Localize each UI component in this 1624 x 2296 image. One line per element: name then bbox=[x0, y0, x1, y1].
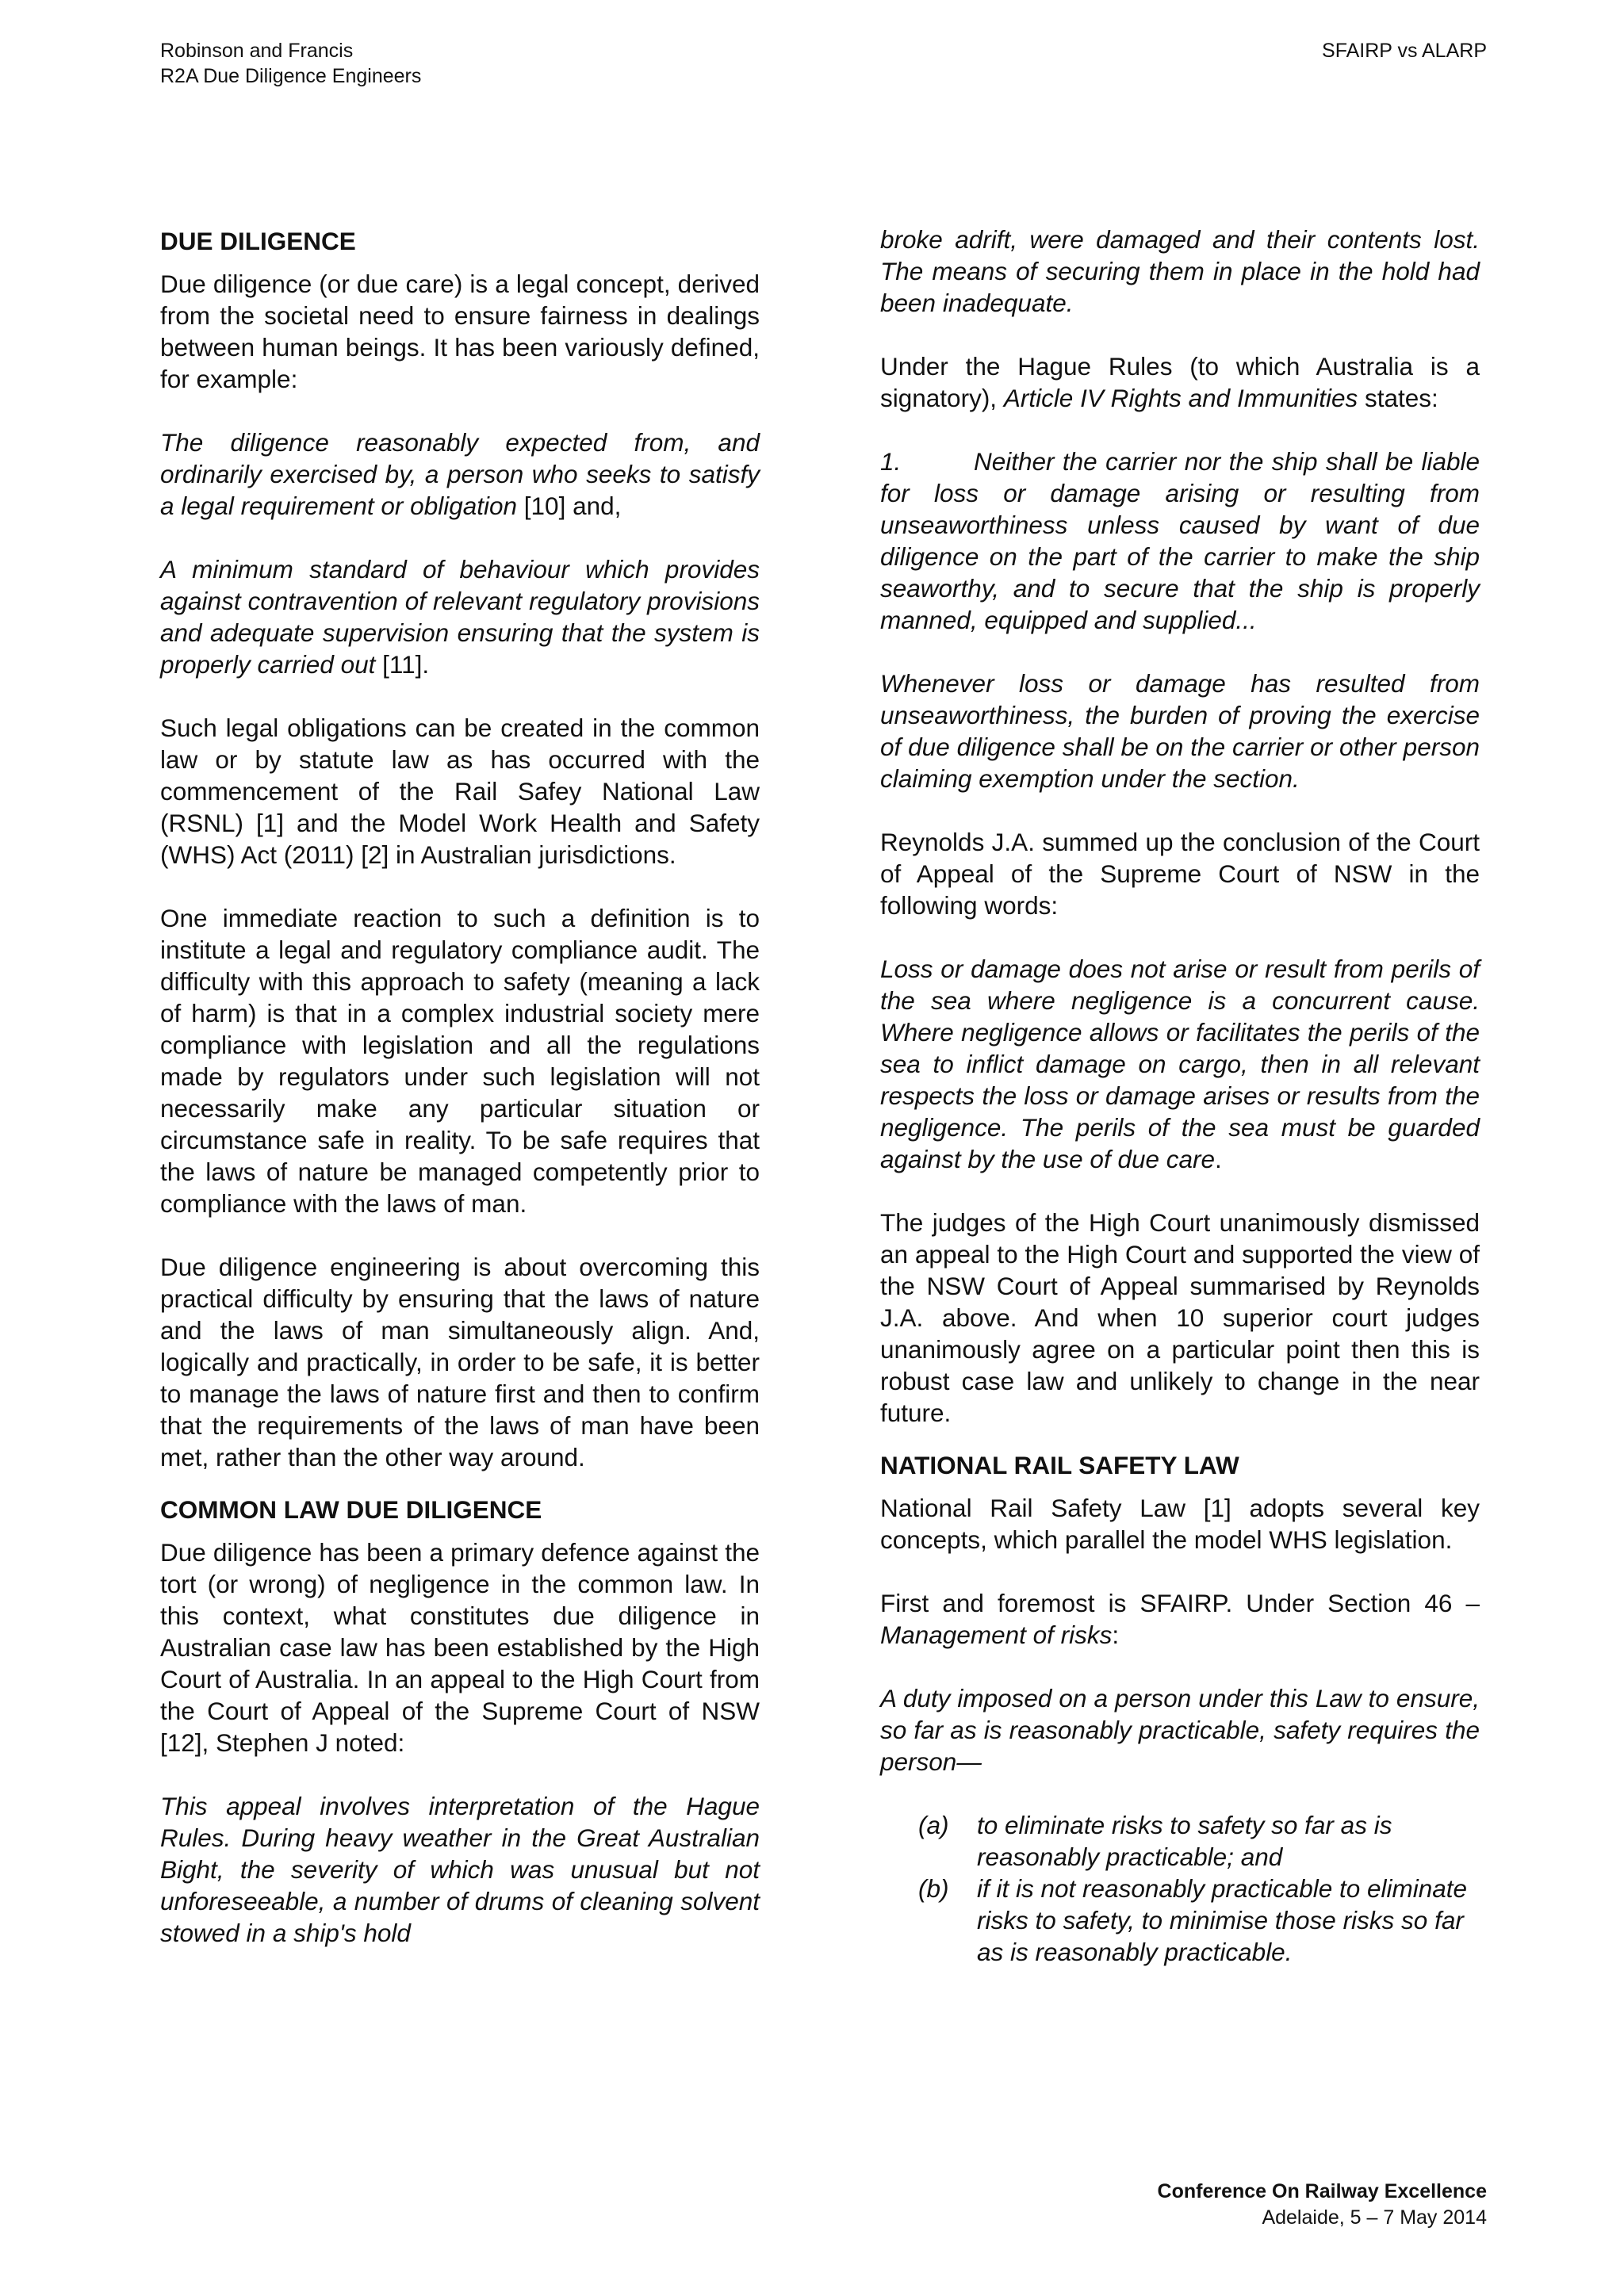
text: . bbox=[1215, 1145, 1222, 1173]
quote-reynolds bbox=[880, 953, 1480, 1175]
list-item-text: to eliminate risks to safety so far as is reasonably practicable; and bbox=[977, 1811, 1392, 1871]
quote-definition-2 bbox=[160, 553, 760, 680]
quote-hague-case-continued: broke adrift, were damaged and their contents lost. The means of securing them in place in the hold had been inadequate. bbox=[880, 225, 1480, 317]
text: states: bbox=[1358, 384, 1438, 412]
article-number: 1. bbox=[880, 447, 902, 476]
section-heading-due-diligence: DUE DILIGENCE bbox=[160, 227, 356, 255]
quote-text: The diligence reasonably expected from, and ordinarily exercised by, a person who seeks to satisfy a legal requirement or obligation bbox=[160, 428, 760, 520]
footer-location-date: Adelaide, 5 – 7 May 2014 bbox=[1262, 2206, 1487, 2229]
paragraph bbox=[880, 1587, 1480, 1651]
list-item-label: (b) bbox=[918, 1874, 949, 1903]
paragraph bbox=[880, 350, 1480, 414]
list-item bbox=[880, 1809, 1480, 1873]
citation: [11]. bbox=[375, 650, 430, 679]
article-title: Article IV Rights and Immunities bbox=[1003, 384, 1358, 412]
quote-burden-of-proof: Whenever loss or damage has resulted from unseaworthiness, the burden of proving the exercise of due diligence shall be on the carrier or other person claiming exemption under the section. bbox=[880, 669, 1480, 793]
paragraph: Due diligence engineering is about overcoming this practical difficulty by ensuring that the laws of nature and the laws of man simultaneously align. And, logically and practically, in order to be safe, it is better to manage the laws of nature first and then to confirm that the requirements of the laws of man have been met, rather than the other way around. bbox=[160, 1253, 760, 1471]
quote-hague-case: This appeal involves interpretation of the Hague Rules. During heavy weather in the Great Australian Bight, the severity of which was unusual but not unforeseeable, a number of drums of cleaning solvent stowed in a ship's hold bbox=[160, 1792, 760, 1947]
section-title: Management of risks bbox=[880, 1621, 1113, 1649]
paragraph: The judges of the High Court unanimously dismissed an appeal to the High Court and supported the view of the NSW Court of Appeal summarised by Reynolds J.A. above. And when 10 superior court judges unanimously agree on a particular point then this is robust case law and unlikely to change in the near future. bbox=[880, 1208, 1480, 1427]
text: Under the Hague Rules (to which Australia is a signatory), bbox=[880, 352, 1480, 412]
list-item-text: if it is not reasonably practicable to eliminate risks to safety, to minimise those risks so far as is reasonably practicable. bbox=[977, 1874, 1468, 1966]
section-heading-national-rail: NATIONAL RAIL SAFETY LAW bbox=[880, 1451, 1239, 1479]
text: First and foremost is SFAIRP. Under Section 46 – bbox=[880, 1589, 1480, 1617]
footer-conference: Conference On Railway Excellence bbox=[1157, 2180, 1487, 2202]
paragraph: Such legal obligations can be created in the common law or by statute law as has occurred with the commencement of the Rail Safey National Law (RSNL) [1] and the Model Work Health and Safety (WHS) Act (2011) [2] in Australian jurisdictions. bbox=[160, 714, 760, 869]
paragraph: National Rail Safety Law [1] adopts several key concepts, which parallel the model WHS legislation. bbox=[880, 1494, 1480, 1554]
citation: [10] and, bbox=[517, 492, 622, 520]
header-authors: Robinson and Francis bbox=[160, 40, 354, 62]
running-footer bbox=[1158, 2179, 1487, 2231]
list-item bbox=[880, 1873, 1480, 1968]
quote-text: Loss or damage does not arise or result from perils of the sea where negligence is a concurrent cause. Where negligence allows or facilitates the perils of the sea to inflict damage on cargo, then in all relevant respects the loss or damage arises or results from the negligence. The perils of the sea must be guarded against by the use of due care bbox=[880, 955, 1480, 1173]
paragraph: Due diligence has been a primary defence against the tort (or wrong) of negligence in the common law. In this context, what constitutes due diligence in Australian case law has been established by the High Court of Australia. In an appeal to the High Court from the Court of Appeal of the Supreme Court of NSW [12], Stephen J noted: bbox=[160, 1538, 760, 1757]
quote-article-iv bbox=[880, 446, 1480, 636]
right-column bbox=[880, 224, 1480, 1968]
duty-intro: A duty imposed on a person under this Law to ensure, so far as is reasonably practicable, safety requires the person— bbox=[880, 1684, 1480, 1776]
paragraph: Due diligence (or due care) is a legal concept, derived from the societal need to ensure fairness in dealings between human beings. It has been variously defined, for example: bbox=[160, 270, 760, 393]
quote-section-46 bbox=[880, 1682, 1480, 1968]
paragraph: Reynolds J.A. summed up the conclusion of the Court of Appeal of the Supreme Court of NSW in the following words: bbox=[880, 828, 1480, 920]
quote-text: A minimum standard of behaviour which provides against contravention of relevant regulatory provisions and adequate supervision ensuring that the system is properly carried out bbox=[160, 555, 760, 679]
text: : bbox=[1112, 1621, 1120, 1649]
left-column bbox=[160, 225, 760, 1980]
paragraph: One immediate reaction to such a definition is to institute a legal and regulatory compliance audit. The difficulty with this approach to safety (meaning a lack of harm) is that in a complex industrial society mere compliance with legislation and all the regulations made by regulators under such legislation will not necessarily make any particular situation or circumstance safe in reality. To be safe requires that the laws of nature be managed competently prior to compliance with the laws of man. bbox=[160, 904, 760, 1218]
article-text: Neither the carrier nor the ship shall be liable for loss or damage arising or resulting from unseaworthiness unless caused by want of due diligence on the part of the carrier to make the ship seaworthy, and to secure that the ship is properly manned, equipped and supplied... bbox=[880, 447, 1480, 634]
section-heading-common-law: COMMON LAW DUE DILIGENCE bbox=[160, 1495, 542, 1524]
running-header-title: SFAIRP vs ALARP bbox=[1322, 40, 1487, 62]
quote-definition-1 bbox=[160, 427, 760, 522]
list-item-label: (a) bbox=[918, 1811, 949, 1839]
header-affiliation: R2A Due Diligence Engineers bbox=[160, 65, 422, 87]
running-header-authors bbox=[160, 38, 421, 89]
